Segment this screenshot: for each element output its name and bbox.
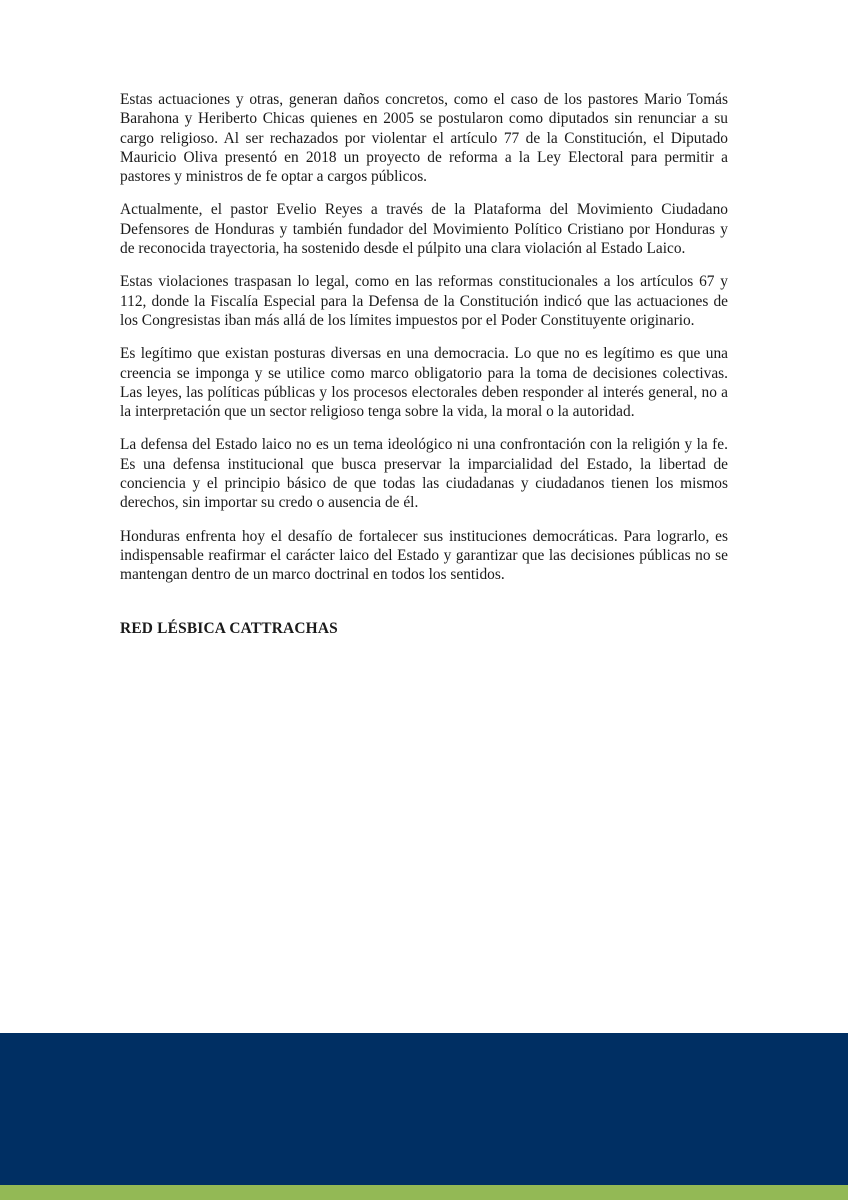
document-body [120, 90, 728, 638]
footer-band [0, 1033, 848, 1185]
footer-stripe [0, 1185, 848, 1200]
paragraph-pastores-case: Estas actuaciones y otras, generan daños concretos, como el caso de los pastores Mario Tomás Barahona y Heriberto Chicas quienes en 2005 se postularon como diputados sin renunciar a su cargo religioso. Al ser rechazados por violentar el artículo 77 de la Constitución, el Diputado Mauricio Oliva presentó en 2018 un proyecto de reforma a la Ley Electoral para permitir a pastores y ministros de fe optar a cargos públicos. [120, 91, 728, 186]
paragraph-constitutional-reforms: Estas violaciones traspasan lo legal, como en las reformas constitucionales a los artículos 67 y 112, donde la Fiscalía Especial para la Defensa de la Constitución indicó que las actuaciones de los Congresistas iban más allá de los límites impuestos por el Poder Constituyente originario. [120, 273, 728, 329]
signature: RED LÉSBICA CATTRACHAS [120, 619, 338, 637]
paragraph-evelio-reyes: Actualmente, el pastor Evelio Reyes a través de la Plataforma del Movimiento Ciudadano Defensores de Honduras y también fundador del Movimiento Político Cristiano por Honduras y de reconocida trayectoria, ha sostenido desde el púlpito una clara violación al Estado Laico. [120, 201, 728, 258]
paragraph-defense-of-secular-state: La defensa del Estado laico no es un tema ideológico ni una confrontación con la religión y la fe. Es una defensa institucional que busca preservar la imparcialidad del Estado, la libertad de conciencia y el principio básico de que todas las ciudadanas y ciudadanos tienen los mismos derechos, sin importar su credo o ausencia de él. [120, 436, 728, 512]
paragraph-honduras-challenge: Honduras enfrenta hoy el desafío de fortalecer sus instituciones democráticas. Para lograrlo, es indispensable reafirmar el carácter laico del Estado y garantizar que las decisiones públicas no se mantengan dentro de un marco doctrinal en todos los sentidos. [120, 527, 728, 584]
paragraph-legitimacy: Es legítimo que existan posturas diversas en una democracia. Lo que no es legítimo es que una creencia se imponga y se utilice como marco obligatorio para la toma de decisiones colectivas. Las leyes, las políticas públicas y los procesos electorales deben responder al interés general, no a la interpretación que un sector religioso tenga sobre la vida, la moral o la autoridad. [120, 345, 728, 421]
